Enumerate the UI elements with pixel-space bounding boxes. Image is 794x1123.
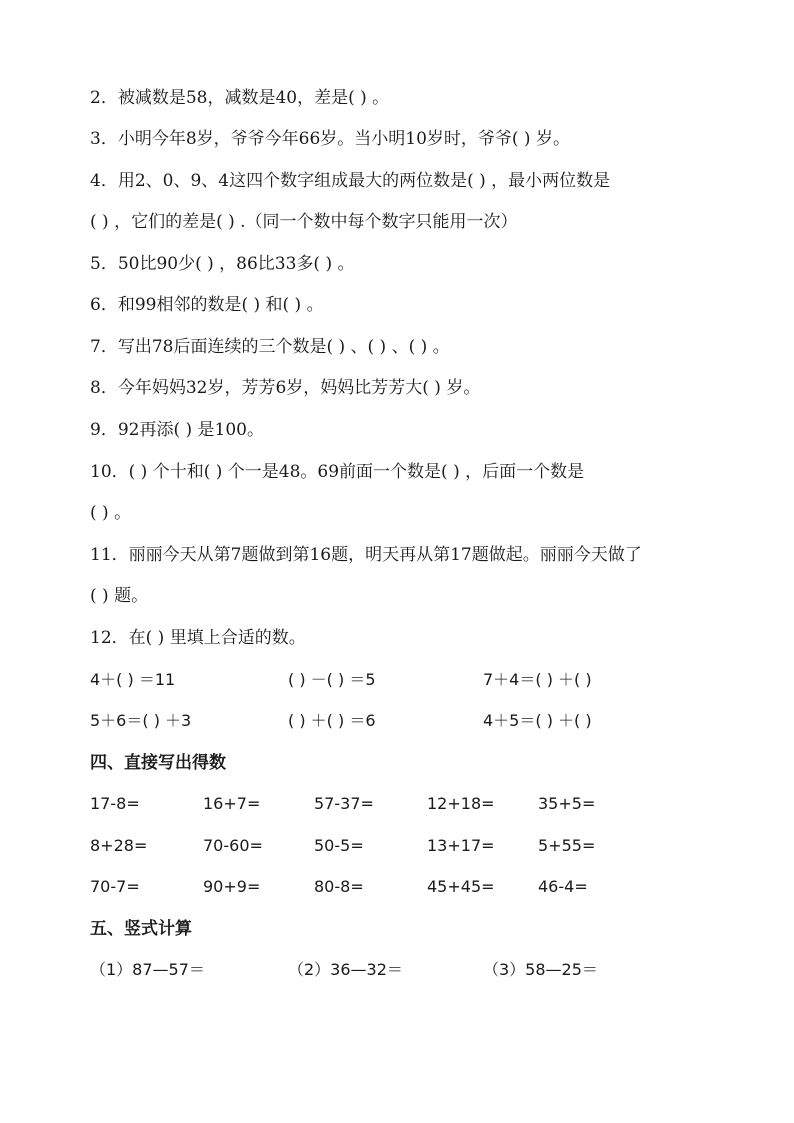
question-10-line1: 10．( ) 个十和( ) 个一是48。69前面一个数是( ) ，后面一个数是: [90, 462, 585, 482]
fill-cell: ( ) ＋( ) ＝6: [288, 711, 376, 730]
calc-cell: 50-5=: [314, 836, 364, 855]
question-7: 7．写出78后面连续的三个数是( ) 、( ) 、( ) 。: [90, 337, 450, 357]
fill-cell: ( ) －( ) ＝5: [288, 670, 376, 689]
fill-cell: 4＋5＝( ) ＋( ): [483, 711, 592, 730]
calc-cell: 57-37=: [314, 794, 374, 813]
calc-cell: 70-60=: [203, 836, 263, 855]
calc-cell: 8+28=: [90, 836, 148, 855]
calc-cell: 16+7=: [203, 794, 261, 813]
question-9: 9．92再添( ) 是100。: [90, 420, 264, 440]
vertical-calc-item: （3）58—25＝: [483, 960, 598, 979]
question-4-line2: ( ) ，它们的差是( ) .（同一个数中每个数字只能用一次）: [90, 212, 518, 232]
fill-cell: 7＋4＝( ) ＋( ): [483, 670, 592, 689]
question-11-line1: 11．丽丽今天从第7题做到第16题，明天再从第17题做起。丽丽今天做了: [90, 545, 642, 565]
section-5-title: 五、竖式计算: [90, 919, 192, 939]
question-11-line2: ( ) 题。: [90, 586, 149, 606]
fill-cell: 4＋( ) ＝11: [90, 670, 176, 689]
section-4-title: 四、直接写出得数: [90, 753, 226, 773]
question-4-line1: 4．用2、0、9、4这四个数字组成最大的两位数是( ) ，最小两位数是: [90, 171, 611, 191]
calc-cell: 80-8=: [314, 877, 364, 896]
question-8: 8．今年妈妈32岁，芳芳6岁，妈妈比芳芳大( ) 岁。: [90, 378, 481, 398]
question-5: 5．50比90少( ) ，86比33多( ) 。: [90, 254, 355, 274]
calc-cell: 35+5=: [538, 794, 596, 813]
vertical-calc-item: （2）36—32＝: [288, 960, 403, 979]
question-6: 6．和99相邻的数是( ) 和( ) 。: [90, 295, 324, 315]
question-3: 3．小明今年8岁，爷爷今年66岁。当小明10岁时，爷爷( ) 岁。: [90, 129, 570, 149]
calc-cell: 45+45=: [427, 877, 495, 896]
vertical-calc-item: （1）87—57＝: [90, 960, 205, 979]
question-10-line2: ( ) 。: [90, 503, 132, 523]
calc-cell: 17-8=: [90, 794, 140, 813]
fill-cell: 5＋6＝( ) ＋3: [90, 711, 192, 730]
calc-cell: 70-7=: [90, 877, 140, 896]
question-2: 2．被减数是58，减数是40，差是( ) 。: [90, 88, 390, 108]
calc-cell: 46-4=: [538, 877, 588, 896]
question-12: 12．在( ) 里填上合适的数。: [90, 628, 306, 648]
calc-cell: 12+18=: [427, 794, 495, 813]
calc-cell: 90+9=: [203, 877, 261, 896]
calc-cell: 13+17=: [427, 836, 495, 855]
calc-cell: 5+55=: [538, 836, 596, 855]
